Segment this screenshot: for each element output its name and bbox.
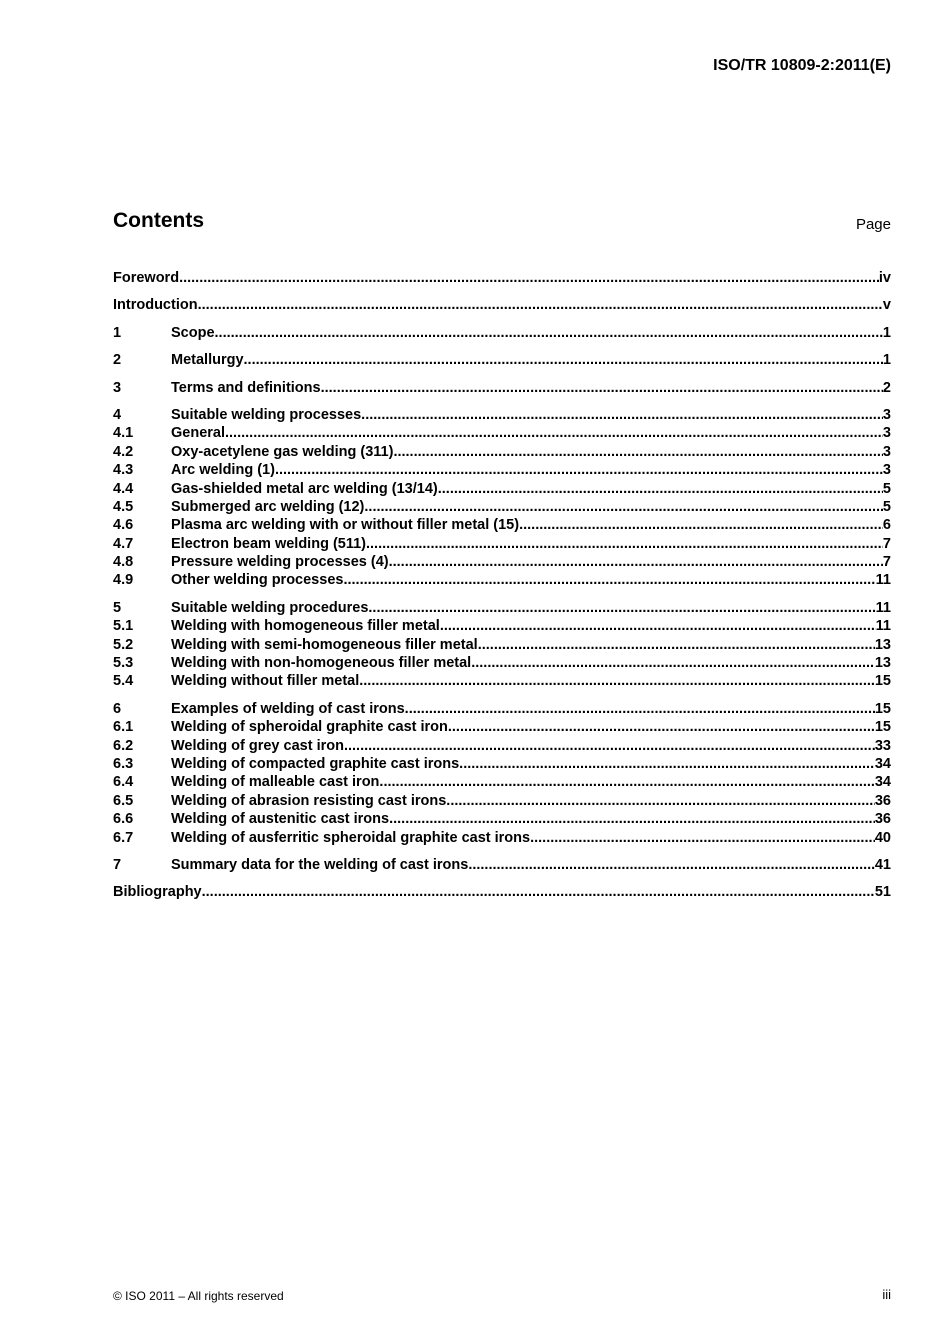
toc-entry-page: 5 (882, 480, 891, 497)
toc-dot-leader (321, 379, 883, 397)
toc-entry-title: Welding of malleable cast iron (171, 774, 380, 791)
toc-entry-page: 2 (882, 379, 891, 396)
toc-group (113, 406, 891, 590)
toc-dot-leader (361, 406, 883, 424)
toc-entry-number: 7 (113, 856, 122, 873)
toc-entry-page: 34 (874, 755, 891, 772)
toc-entry-number: 4.6 (113, 517, 134, 534)
toc-entry[interactable] (113, 269, 891, 287)
table-of-contents (113, 269, 891, 911)
toc-entry-page: 41 (874, 856, 891, 873)
toc-entry-page: 36 (874, 792, 891, 809)
toc-entry-page: 51 (874, 884, 891, 901)
toc-entry-title: Other welding processes (171, 572, 344, 589)
toc-entry-page: 15 (874, 700, 891, 717)
toc-entry[interactable] (113, 379, 891, 397)
toc-dot-leader (393, 443, 882, 461)
toc-entry[interactable] (113, 480, 891, 498)
toc-group (113, 351, 891, 369)
toc-dot-leader (379, 773, 874, 791)
toc-entry-page: 3 (882, 406, 891, 423)
toc-dot-leader (468, 856, 875, 874)
toc-entry[interactable] (113, 461, 891, 479)
toc-entry-page: iv (878, 270, 891, 286)
toc-entry-page: 3 (882, 443, 891, 460)
toc-entry-number: 5.1 (113, 618, 134, 635)
toc-entry-number: 6.5 (113, 792, 134, 809)
toc-entry-title: Metallurgy (171, 352, 244, 369)
toc-group (113, 856, 891, 874)
toc-dot-leader (244, 351, 883, 369)
toc-entry[interactable] (113, 829, 891, 847)
toc-entry-number: 5.2 (113, 636, 134, 653)
toc-entry-page: 15 (874, 673, 891, 690)
toc-group (113, 269, 891, 287)
toc-entry[interactable] (113, 773, 891, 791)
toc-entry[interactable] (113, 296, 891, 314)
toc-entry[interactable] (113, 856, 891, 874)
toc-entry[interactable] (113, 755, 891, 773)
toc-entry-number: 6 (113, 700, 122, 717)
toc-dot-leader (459, 755, 875, 773)
toc-entry-number: 6.2 (113, 737, 134, 754)
toc-entry-page: 13 (874, 636, 891, 653)
toc-group (113, 296, 891, 314)
toc-entry-title: Arc welding (1) (171, 462, 275, 479)
toc-entry[interactable] (113, 792, 891, 810)
toc-entry-title: Welding of austenitic cast irons (171, 811, 390, 828)
toc-dot-leader (344, 737, 875, 755)
toc-entry-title: Introduction (113, 297, 198, 314)
footer-page-number: iii (882, 1287, 891, 1302)
toc-entry[interactable] (113, 636, 891, 654)
toc-dot-leader (440, 617, 876, 635)
toc-entry-page: v (882, 297, 891, 314)
toc-dot-leader (215, 324, 883, 342)
toc-entry-number: 6.3 (113, 755, 134, 772)
toc-dot-leader (389, 810, 875, 828)
toc-entry-number: 3 (113, 379, 122, 396)
toc-entry-title: Gas-shielded metal arc welding (13/14) (171, 480, 438, 497)
toc-entry-page: 11 (875, 599, 891, 616)
toc-entry-number: 4 (113, 406, 122, 423)
toc-dot-leader (405, 700, 875, 718)
toc-dot-leader (519, 516, 883, 534)
toc-entry[interactable] (113, 672, 891, 690)
toc-entry-page: 11 (875, 572, 891, 589)
toc-entry-page: 3 (882, 462, 891, 479)
toc-group (113, 324, 891, 342)
toc-entry-title: Welding of ausferritic spheroidal graphite cast irons (171, 829, 531, 846)
toc-entry-number: 6.6 (113, 811, 134, 828)
toc-entry-title: Welding without filler metal (171, 673, 360, 690)
footer-copyright: © ISO 2011 – All rights reserved (113, 1289, 284, 1303)
toc-dot-leader (343, 571, 875, 589)
toc-dot-leader (198, 296, 883, 314)
toc-entry[interactable] (113, 718, 891, 736)
toc-entry[interactable] (113, 571, 891, 589)
toc-entry-number: 6.1 (113, 719, 134, 736)
document-id: ISO/TR 10809-2:2011(E) (713, 57, 891, 74)
toc-dot-leader (446, 792, 875, 810)
toc-entry-page: 5 (882, 498, 891, 515)
toc-entry-number: 6.4 (113, 774, 134, 791)
toc-entry-title: Welding with non-homogeneous filler metal (171, 655, 472, 672)
toc-entry-title: Electron beam welding (511) (171, 535, 366, 552)
toc-entry[interactable] (113, 406, 891, 424)
toc-entry-title: Terms and definitions (171, 379, 321, 396)
toc-entry[interactable] (113, 351, 891, 369)
toc-entry-title: Summary data for the welding of cast irons (171, 856, 469, 873)
toc-entry-title: Suitable welding procedures (171, 599, 369, 616)
toc-entry[interactable] (113, 617, 891, 635)
toc-entry-number: 4.5 (113, 498, 134, 515)
toc-dot-leader (179, 269, 879, 287)
toc-entry[interactable] (113, 553, 891, 571)
toc-entry[interactable] (113, 516, 891, 534)
toc-entry-page: 1 (882, 352, 891, 369)
toc-entry-title: Bibliography (113, 884, 202, 901)
toc-entry-title: Welding with homogeneous filler metal (171, 618, 440, 635)
toc-entry-title: Foreword (113, 270, 180, 286)
toc-entry-page: 36 (874, 811, 891, 828)
toc-entry-title: Oxy-acetylene gas welding (311) (171, 443, 394, 460)
toc-entry-number: 4.9 (113, 572, 134, 589)
toc-dot-leader (275, 461, 883, 479)
toc-entry-number: 4.3 (113, 462, 134, 479)
toc-entry[interactable] (113, 599, 891, 617)
toc-entry-number: 5.4 (113, 673, 134, 690)
toc-entry-page: 11 (875, 618, 891, 635)
toc-dot-leader (359, 672, 875, 690)
toc-entry-number: 1 (113, 324, 122, 341)
toc-entry[interactable] (113, 700, 891, 718)
toc-entry[interactable] (113, 810, 891, 828)
toc-dot-leader (366, 535, 883, 553)
page-column-label: Page (855, 216, 891, 233)
toc-entry-title: Welding of grey cast iron (171, 737, 344, 754)
toc-entry-title: Welding of abrasion resisting cast irons (171, 792, 447, 809)
toc-entry-title: Welding with semi-homogeneous filler metal (171, 636, 478, 653)
toc-entry-title: Scope (171, 324, 215, 341)
toc-entry-title: Welding of spheroidal graphite cast iron (171, 719, 448, 736)
toc-dot-leader (364, 498, 883, 516)
toc-entry-title: Welding of compacted graphite cast irons (171, 755, 460, 772)
toc-dot-leader (225, 424, 883, 442)
toc-entry[interactable] (113, 737, 891, 755)
toc-entry[interactable] (113, 443, 891, 461)
toc-entry-number: 4.2 (113, 443, 134, 460)
toc-entry-page: 34 (874, 774, 891, 791)
contents-title: Contents (113, 209, 204, 232)
toc-entry-page: 7 (882, 554, 891, 571)
toc-group (113, 883, 891, 901)
toc-dot-leader (448, 718, 875, 736)
toc-entry[interactable] (113, 535, 891, 553)
toc-entry-title: Submerged arc welding (12) (171, 498, 365, 515)
toc-entry-title: Examples of welding of cast irons (171, 700, 405, 717)
toc-entry[interactable] (113, 324, 891, 342)
toc-entry-title: General (171, 425, 225, 442)
toc-entry-number: 4.4 (113, 480, 134, 497)
toc-entry-page: 15 (874, 719, 891, 736)
toc-entry-number: 2 (113, 352, 122, 369)
toc-entry[interactable] (113, 424, 891, 442)
toc-group (113, 599, 891, 691)
toc-entry[interactable] (113, 498, 891, 516)
toc-entry-title: Plasma arc welding with or without filler metal (15) (171, 517, 520, 534)
toc-dot-leader (202, 883, 875, 901)
toc-entry-number: 5.3 (113, 655, 134, 672)
toc-entry-page: 33 (874, 737, 891, 754)
toc-dot-leader (368, 599, 875, 617)
toc-entry-number: 5 (113, 599, 122, 616)
toc-entry-number: 6.7 (113, 829, 134, 846)
toc-entry-title: Pressure welding processes (4) (171, 554, 389, 571)
toc-entry-title: Suitable welding processes (171, 406, 362, 423)
toc-group (113, 379, 891, 397)
toc-entry-page: 40 (874, 829, 891, 846)
toc-entry-number: 4.8 (113, 554, 134, 571)
toc-entry-number: 4.1 (113, 425, 134, 442)
toc-dot-leader (389, 553, 883, 571)
toc-group (113, 700, 891, 847)
toc-dot-leader (438, 480, 883, 498)
toc-entry-page: 13 (874, 655, 891, 672)
toc-dot-leader (530, 829, 875, 847)
toc-dot-leader (471, 654, 875, 672)
toc-dot-leader (478, 636, 875, 654)
toc-entry-page: 3 (882, 425, 891, 442)
toc-entry[interactable] (113, 654, 891, 672)
toc-entry-page: 1 (882, 324, 891, 341)
toc-entry-page: 6 (882, 517, 891, 534)
toc-entry-number: 4.7 (113, 535, 134, 552)
toc-entry-page: 7 (882, 535, 891, 552)
toc-entry[interactable] (113, 883, 891, 901)
